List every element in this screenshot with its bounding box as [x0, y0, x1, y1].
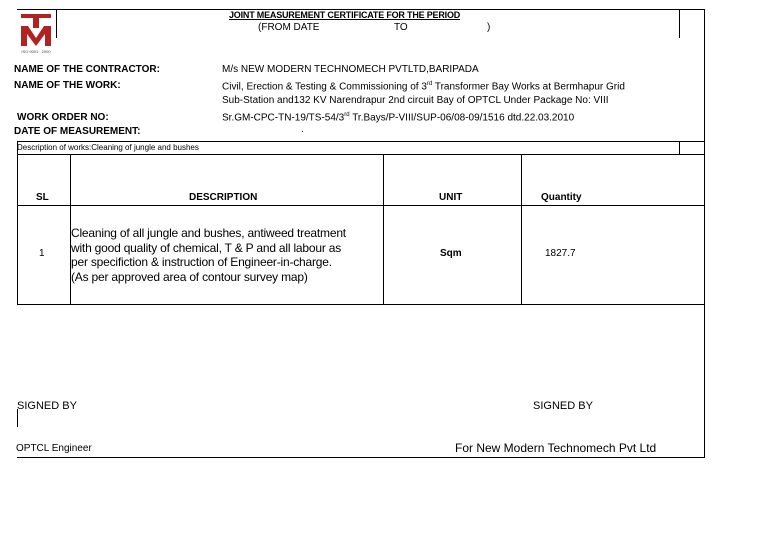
table-row-description-line: (As per approved area of contour survey map) [71, 269, 308, 284]
work-order-value [222, 112, 574, 123]
table-row-description-line: per specifiction & instruction of Engineer-in-charge. [71, 255, 332, 269]
contractor-label: NAME OF THE CONTRACTOR: [14, 64, 160, 75]
measurement-date-label: DATE OF MEASUREMENT: [14, 126, 141, 137]
optcl-engineer-label: OPTCL Engineer [16, 443, 92, 454]
work-value-line1-end: Transformer Bay Works at Bermhapur Grid [432, 81, 625, 93]
work-value-line1-sup: rd [426, 81, 433, 87]
company-logo-icon [19, 12, 53, 56]
work-order-value-sup: rd [344, 112, 350, 118]
work-value-line1-start: Civil, Erection & Testing & Commissioning of 3 [222, 81, 427, 93]
period-close-paren: ) [487, 22, 491, 33]
contractor-signatory-label: For New Modern Technomech Pvt Ltd [455, 441, 657, 455]
desc-bar-top-line [17, 141, 705, 142]
contractor-value: M/s NEW MODERN TECHNOMECH PVTLTD,BARIPADA [222, 64, 479, 75]
work-value-line2: Sub-Station and132 KV Narendrapur 2nd circuit Bay of OPTCL Under Package No: VIII [222, 95, 609, 106]
table-row-description-line: Cleaning of all jungle and bushes, antiweed treatment [71, 226, 346, 240]
table-row-description [71, 226, 346, 284]
table-header-description: DESCRIPTION [189, 192, 258, 203]
work-order-label: WORK ORDER NO: [17, 112, 109, 123]
table-col-divider-3 [521, 155, 522, 305]
logo-caption: ISO 9001 : 2000 [21, 49, 51, 54]
signed-by-left: SIGNED BY [17, 400, 77, 412]
desc-bar-right-divider [679, 141, 680, 155]
work-label: NAME OF THE WORK: [14, 80, 121, 91]
table-header-quantity: Quantity [541, 192, 582, 203]
certificate-title: JOINT MEASUREMENT CERTIFICATE FOR THE PERIOD [229, 10, 461, 20]
table-header-sl: SL [36, 192, 49, 203]
description-of-works: Description of works:Cleaning of jungle and bushes [17, 143, 199, 152]
work-value-line1 [222, 81, 625, 92]
table-row-quantity: 1827.7 [545, 248, 576, 259]
table-row-unit: Sqm [440, 248, 462, 259]
table-row-description-line: with good quality of chemical, T & P and all labour as [71, 240, 342, 255]
table-row-sl: 1 [39, 248, 45, 259]
signed-by-right: SIGNED BY [533, 400, 593, 412]
desc-bar-bottom-line [17, 154, 705, 155]
left-border [17, 141, 18, 305]
title-right-divider [679, 9, 680, 38]
table-bottom-line [17, 304, 705, 305]
from-date-label: (FROM DATE [258, 22, 320, 33]
table-header-bottom-line [17, 205, 705, 206]
table-header-unit: UNIT [439, 192, 463, 203]
title-left-divider [56, 9, 57, 38]
right-border [704, 9, 705, 458]
measurement-date-value: . [301, 124, 304, 135]
table-col-divider-2 [383, 155, 384, 305]
to-date-label: TO [394, 22, 408, 33]
work-order-value-end: Tr.Bays/P-VIII/SUP-06/08-09/1516 dtd.22.03.2010 [349, 112, 575, 124]
footer-bottom-line [17, 457, 705, 458]
work-order-value-start: Sr.GM-CPC-TN-19/TS-54/3 [222, 112, 345, 124]
company-logo [19, 12, 53, 56]
